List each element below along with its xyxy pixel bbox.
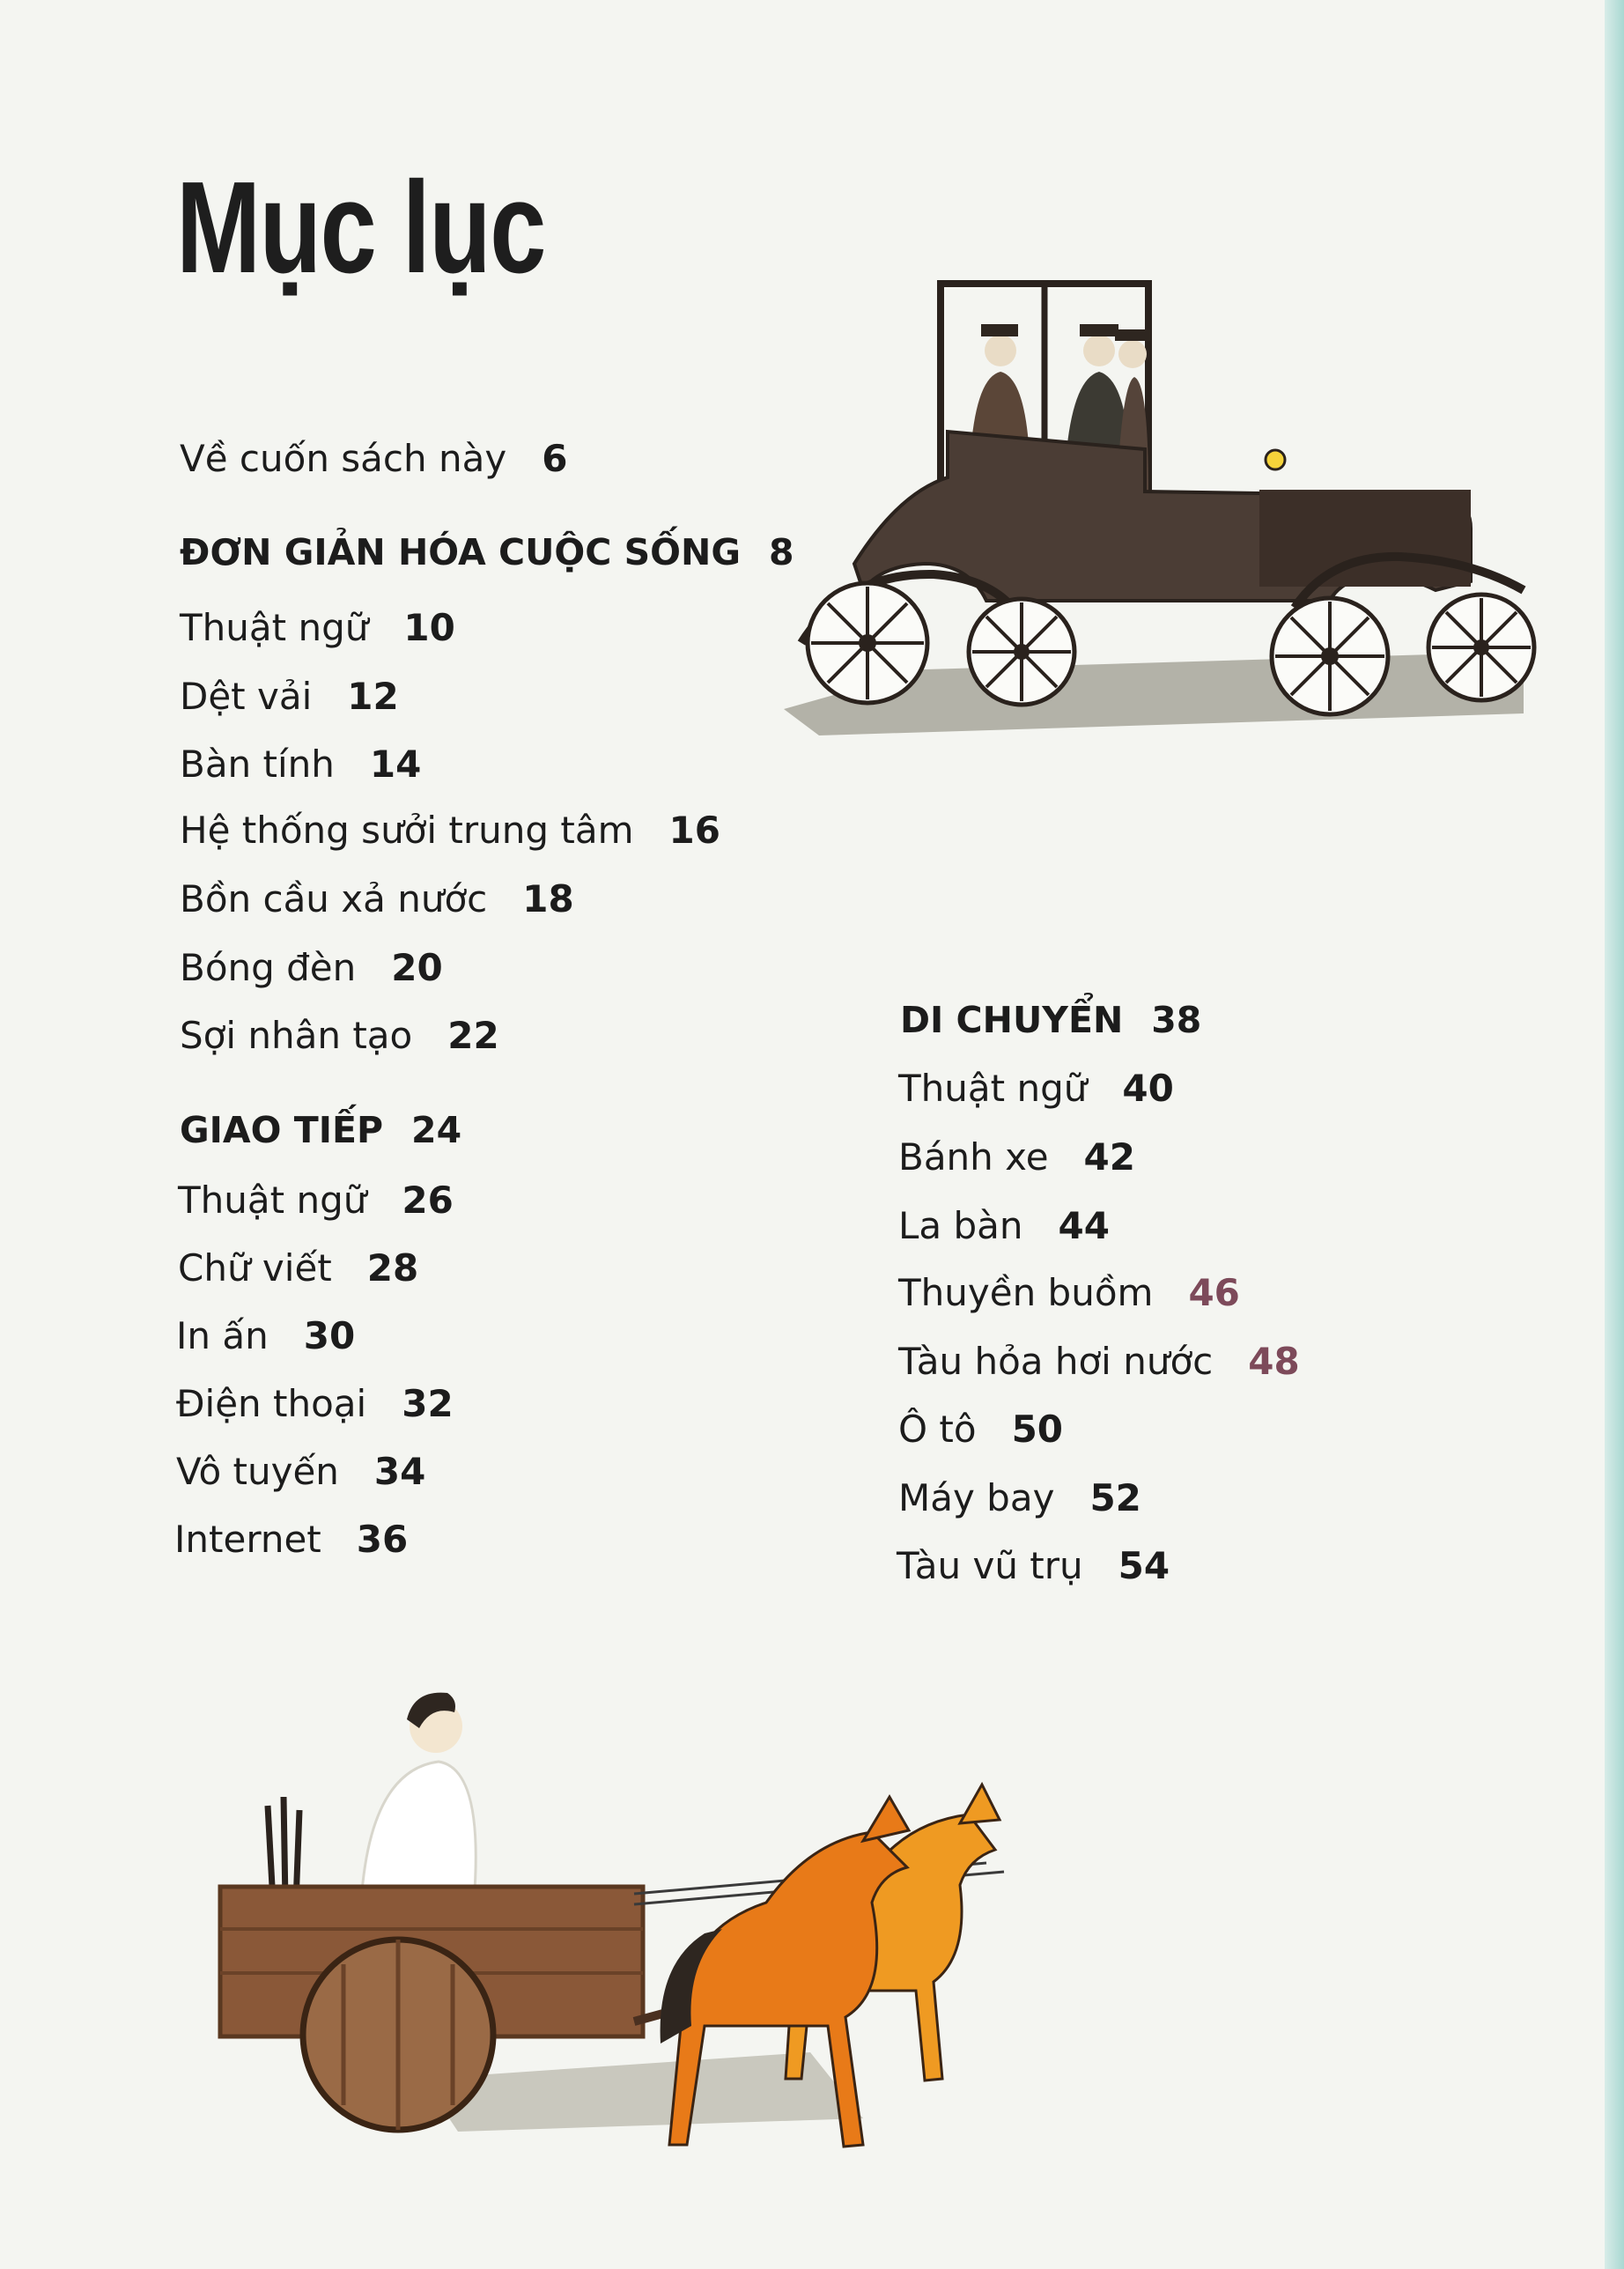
toc-page: 16 xyxy=(668,809,720,852)
toc-entry[interactable] xyxy=(898,1067,1174,1110)
toc-entry[interactable] xyxy=(176,1382,454,1425)
toc-page: 26 xyxy=(402,1179,454,1222)
page-edge xyxy=(1605,0,1624,2269)
toc-entry[interactable] xyxy=(898,1204,1110,1247)
toc-entry[interactable] xyxy=(897,1544,1170,1587)
toc-label: Bánh xe xyxy=(898,1135,1049,1179)
toc-label: Chữ viết xyxy=(178,1246,332,1290)
toc-page: 44 xyxy=(1058,1204,1110,1247)
toc-label: Vô tuyến xyxy=(176,1450,339,1493)
toc-entry[interactable] xyxy=(180,743,422,786)
toc-label: Thuật ngữ xyxy=(180,606,369,649)
toc-entry[interactable] xyxy=(174,1518,409,1561)
toc-entry[interactable] xyxy=(178,1179,454,1222)
toc-entry[interactable] xyxy=(178,1246,419,1290)
toc-label: Máy bay xyxy=(898,1476,1055,1519)
toc-entry[interactable] xyxy=(180,606,455,649)
toc-label: Hệ thống sưởi trung tâm xyxy=(180,809,634,852)
toc-entry[interactable] xyxy=(180,809,720,852)
toc-entry[interactable] xyxy=(180,675,399,718)
toc-label: GIAO TIẾP xyxy=(180,1109,384,1151)
toc-label: Tàu vũ trụ xyxy=(897,1544,1083,1587)
toc-section-heading[interactable] xyxy=(900,999,1202,1041)
toc-page: 18 xyxy=(522,877,574,920)
toc-label: Điện thoại xyxy=(176,1382,367,1425)
toc-page: 24 xyxy=(411,1109,462,1151)
toc-page: 46 xyxy=(1188,1271,1240,1314)
toc-section-heading[interactable] xyxy=(180,1109,462,1151)
toc-entry[interactable] xyxy=(180,1014,499,1057)
toc-entry[interactable] xyxy=(898,1340,1300,1383)
toc-page: 10 xyxy=(403,606,455,649)
toc-page: 12 xyxy=(347,675,399,718)
toc-label: Bàn tính xyxy=(180,743,335,786)
toc-page: 6 xyxy=(542,437,568,480)
toc-entry[interactable] xyxy=(898,1408,1064,1451)
toc-page: 54 xyxy=(1118,1544,1170,1587)
toc-page: 30 xyxy=(303,1314,356,1357)
toc-page: 28 xyxy=(366,1246,419,1290)
toc-label: Về cuốn sách này xyxy=(180,437,507,480)
toc-page: 52 xyxy=(1089,1476,1141,1519)
toc-label: DI CHUYỂN xyxy=(900,999,1124,1041)
toc-entry[interactable] xyxy=(176,1314,356,1357)
toc-page: 40 xyxy=(1122,1067,1174,1110)
toc-section-heading[interactable] xyxy=(180,531,794,573)
toc-entry[interactable] xyxy=(180,877,574,920)
toc-label: Bồn cầu xả nước xyxy=(180,877,488,920)
page-title: Mục lục xyxy=(176,155,545,300)
toc-entry[interactable] xyxy=(180,946,443,989)
toc-label: ĐƠN GIẢN HÓA CUỘC SỐNG xyxy=(180,531,742,573)
toc-page: 42 xyxy=(1083,1135,1135,1179)
toc-entry-about[interactable] xyxy=(180,437,568,480)
toc-page: 50 xyxy=(1011,1408,1064,1451)
toc-label: Dệt vải xyxy=(180,675,313,718)
toc-label: Thuật ngữ xyxy=(898,1067,1088,1110)
toc-entry[interactable] xyxy=(898,1135,1135,1179)
toc-page: 38 xyxy=(1151,999,1202,1041)
toc-entry[interactable] xyxy=(898,1476,1141,1519)
toc-page: 8 xyxy=(769,531,794,573)
toc-page: 32 xyxy=(402,1382,454,1425)
toc-label: Thuật ngữ xyxy=(178,1179,367,1222)
toc-page: 14 xyxy=(369,743,422,786)
toc-label: Bóng đèn xyxy=(180,946,357,989)
vintage-car-illustration xyxy=(766,273,1559,740)
toc-page: 36 xyxy=(356,1518,409,1561)
toc-label: Internet xyxy=(174,1518,321,1561)
toc-page: 48 xyxy=(1248,1340,1300,1383)
toc-label: Sợi nhân tạo xyxy=(180,1014,413,1057)
horse-cart-illustration xyxy=(194,1674,1180,2149)
toc-label: Tàu hỏa hơi nước xyxy=(898,1340,1214,1383)
toc-page: 20 xyxy=(391,946,443,989)
toc-entry[interactable] xyxy=(898,1271,1240,1314)
toc-label: La bàn xyxy=(898,1204,1023,1247)
toc-page: 34 xyxy=(373,1450,426,1493)
toc-page: 22 xyxy=(447,1014,499,1057)
toc-entry[interactable] xyxy=(176,1450,426,1493)
toc-label: In ấn xyxy=(176,1314,269,1357)
toc-label: Thuyền buồm xyxy=(898,1271,1154,1314)
toc-label: Ô tô xyxy=(898,1408,977,1451)
